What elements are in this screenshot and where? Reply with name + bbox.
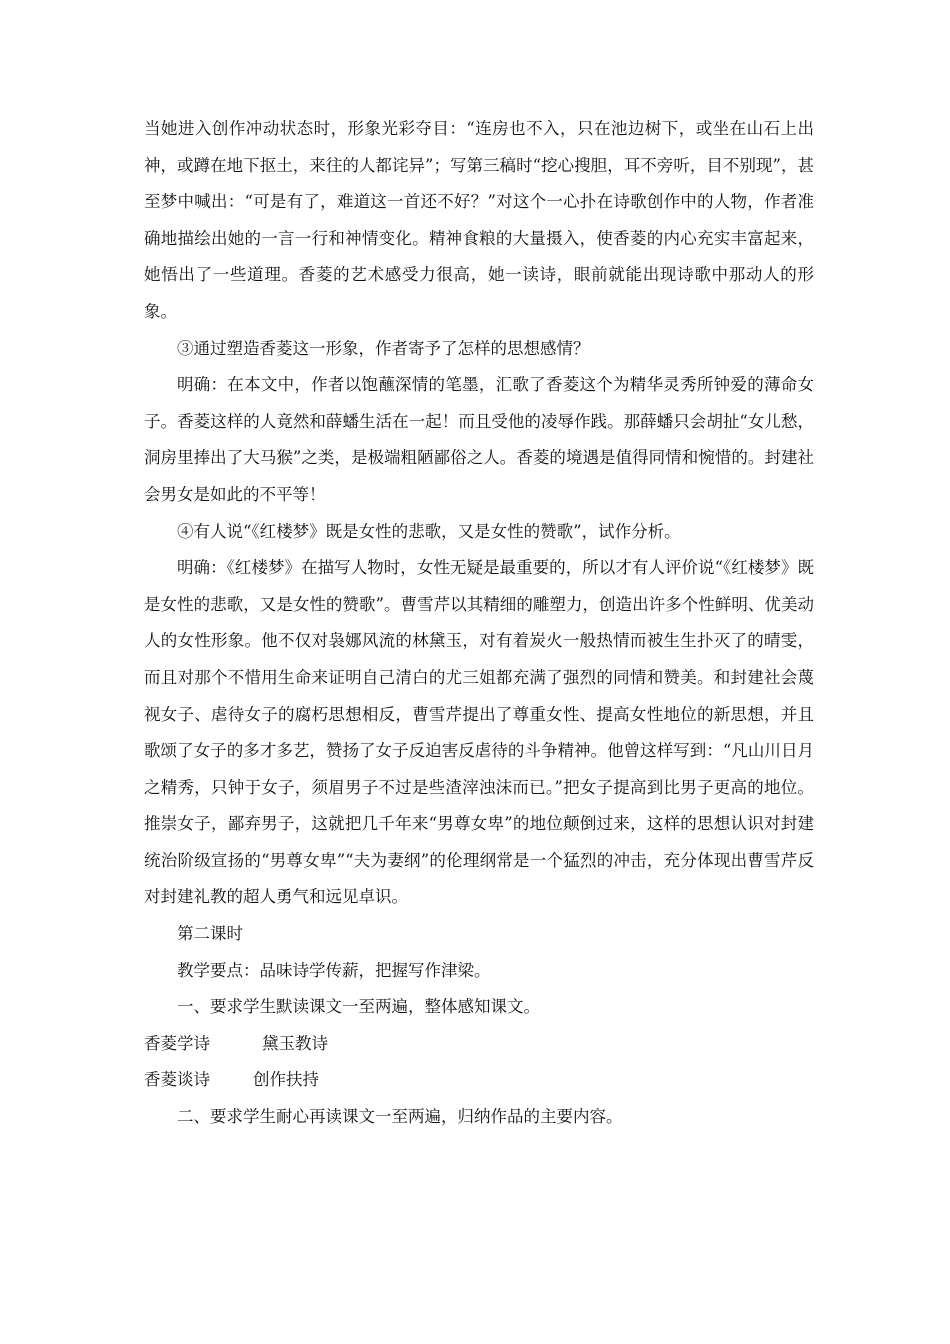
question-3: ③通过塑造香菱这一形象，作者寄予了怎样的思想感情？: [177, 338, 590, 358]
document-body: [144, 111, 814, 1136]
answer-3: 明确：在本文中，作者以饱蘸深情的笔墨，汇歌了香菱这个为精华灵秀所钟爱的薄命女子。香菱这样的人竟然和薛蟠生活在一起！而且受他的凌辱作践。那薛蟠只会胡扯“女儿愁，洞房里捧出了大马猴”之类，是极端粗陋鄙俗之人。香菱的境遇是值得同情和惋惜的。封建社会男女是如此的不平等！: [144, 375, 814, 504]
paragraph-xiangling-creation: 当她进入创作冲动状态时，形象光彩夺目：“连房也不入，只在池边树下，或坐在山石上出神，或蹲在地下抠土，来往的人都诧异”；写第三稿时“挖心搜胆，耳不旁听，目不别现”，甚至梦中喊出：“可是有了，难道这一首还不好？”对这个一心扑在诗歌创作中的人物，作者准确地描绘出她的一言一行和神情变化。精神食粮的大量摄入，使香菱的内心充实丰富起来，她悟出了一些道理。香菱的艺术感受力很高，她一读诗，眼前就能出现诗歌中那动人的形象。: [144, 119, 814, 321]
outline-row-1-left: 香菱学诗: [144, 1033, 210, 1053]
outline-row-1: [144, 1026, 814, 1063]
outline-row-2-left: 香菱谈诗: [144, 1070, 210, 1090]
step-two: 二、要求学生耐心再读课文一至两遍，归纳作品的主要内容。: [177, 1107, 623, 1127]
question-4: ④有人说“《红楼梦》既是女性的悲歌，又是女性的赞歌”，试作分析。: [177, 521, 681, 541]
outline-row-2-right: 创作扶持: [253, 1070, 319, 1090]
answer-4: 明确：《红楼梦》在描写人物时，女性无疑是最重要的，所以才有人评价说“《红楼梦》既是女性的悲歌，又是女性的赞歌”。曹雪芹以其精细的雕塑力，创造出许多个性鲜明、优美动人的女性形象。他不仅对袅娜风流的林黛玉，对有着炭火一般热情而被生生扑灭了的晴雯，而且对那个不惜用生命来证明自己清白的尤三姐都充满了强烈的同情和赞美。和封建社会蔑视女子、虐待女子的腐朽思想相反，曹雪芹提出了尊重女性、提高女性地位的新思想，并且歌颂了女子的多才多艺，赞扬了女子反迫害反虐待的斗争精神。他曾这样写到：“凡山川日月之精秀，只钟于女子，须眉男子不过是些渣滓浊沫而已。”把女子提高到比男子更高的地位。推崇女子，鄙弃男子，这就把几千年来“男尊女卑”的地位颠倒过来，这样的思想认识对封建统治阶级宣扬的“男尊女卑”“夫为妻纲”的伦理纲常是一个猛烈的冲击，充分体现出曹雪芹反对封建礼教的超人勇气和远见卓识。: [144, 558, 814, 907]
step-one: 一、要求学生默读课文一至两遍，整体感知课文。: [177, 997, 540, 1017]
section-heading-second-lesson: 第二课时: [177, 924, 243, 944]
outline-row-2: [144, 1062, 814, 1099]
teaching-points: 教学要点：品味诗学传薪，把握写作津梁。: [177, 960, 491, 980]
outline-row-1-right: 黛玉教诗: [262, 1033, 328, 1053]
